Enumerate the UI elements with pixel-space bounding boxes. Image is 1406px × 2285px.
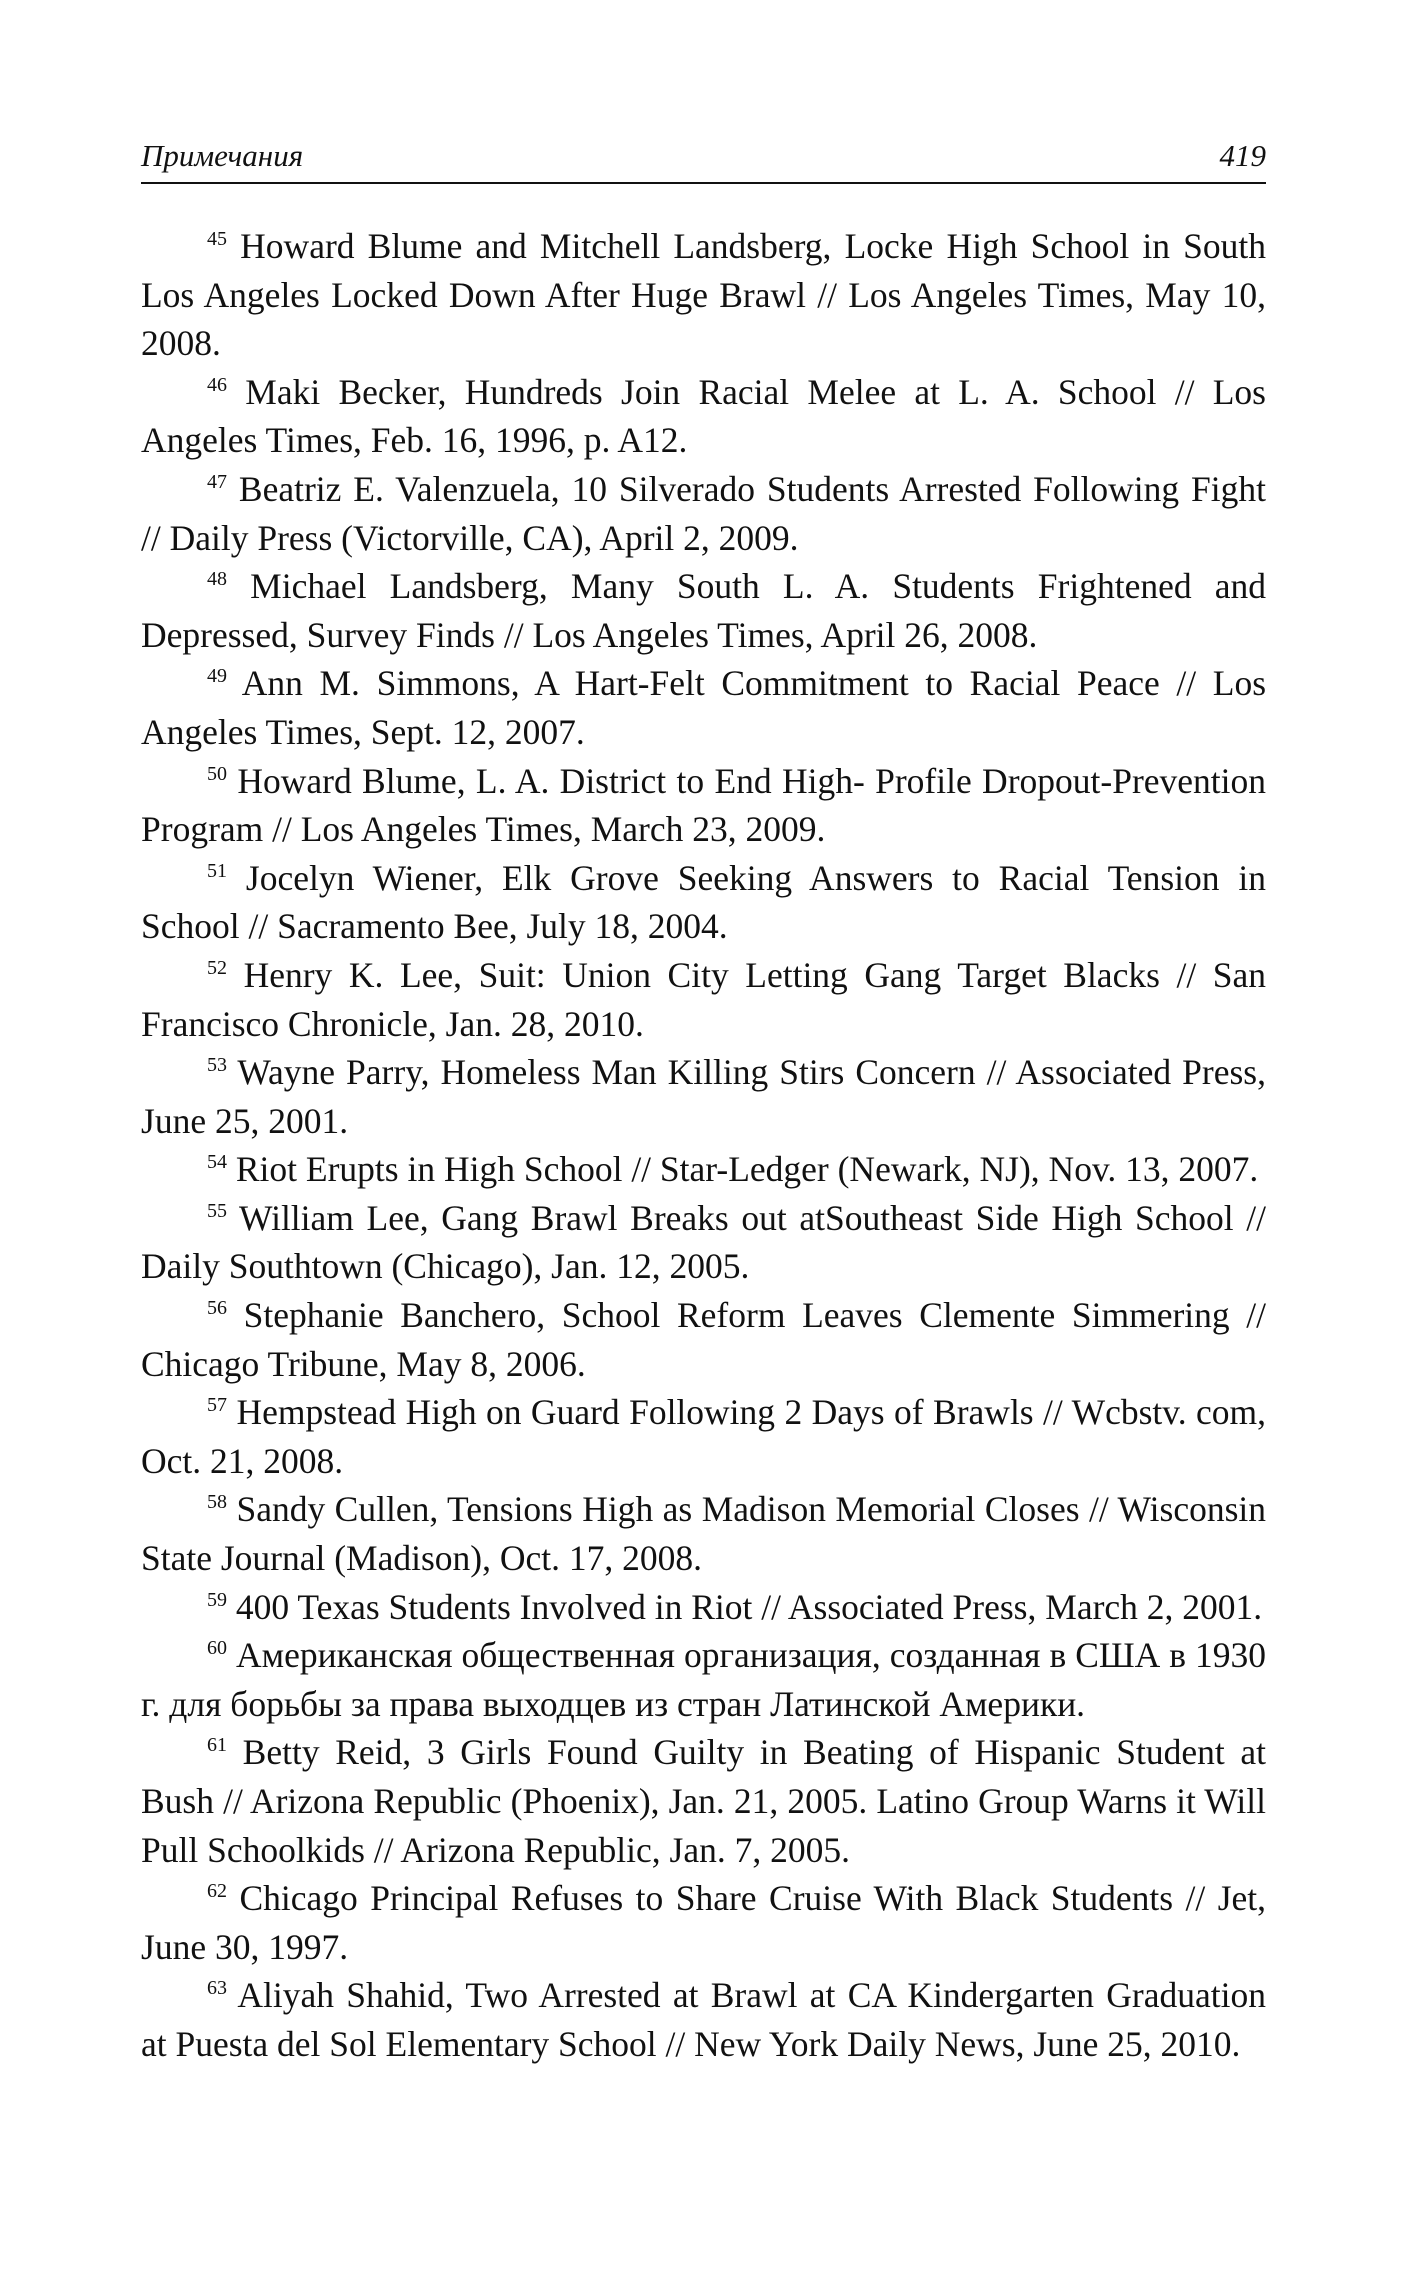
endnote [141,1583,1266,1632]
endnote-text: Michael Landsberg, Many South L. A. Students Frightened and Depressed, Survey Finds // Los Angeles Times, April 26, 2008. [141,566,1267,655]
endnote-number: 62 [207,1880,227,1903]
endnote-text: Hempstead High on Guard Following 2 Days of Brawls // Wcbstv. com, Oct. 21, 2008. [141,1392,1267,1481]
endnotes-list [141,222,1266,2069]
endnote-number: 49 [207,665,227,688]
endnote [141,562,1266,659]
endnote-number: 52 [207,956,227,979]
endnote-number: 46 [207,373,227,396]
endnote [141,951,1266,1048]
endnote [141,1728,1266,1874]
endnote-text: Wayne Parry, Homeless Man Killing Stirs Concern // Associated Press, June 25, 2001. [141,1052,1266,1141]
endnote-number: 57 [207,1394,227,1417]
endnote [141,368,1266,465]
endnote [141,1145,1266,1194]
endnote-text: Stephanie Banchero, School Reform Leaves Clemente Simmering // Chicago Tribune, May 8, 2006. [141,1295,1266,1384]
endnote-number: 55 [207,1199,227,1222]
endnote-text: Howard Blume and Mitchell Landsberg, Locke High School in South Los Angeles Locked Down After Huge Brawl // Los Angeles Times, May 10, 2008. [141,226,1267,364]
endnote-text: Maki Becker, Hundreds Join Racial Melee at L. A. School // Los Angeles Times, Feb. 16, 1996, p. A12. [141,371,1266,461]
endnote [141,1485,1266,1582]
endnote-text: Sandy Cullen, Tensions High as Madison Memorial Closes // Wisconsin State Journal (Madison), Oct. 17, 2008. [141,1489,1267,1579]
endnote [141,465,1266,562]
page-number: 419 [1219,138,1266,173]
endnote-number: 58 [207,1491,227,1514]
endnote-text: Ann M. Simmons, A Hart-Felt Commitment to Racial Peace // Los Angeles Times, Sept. 12, 2007. [141,663,1267,752]
endnote-number: 47 [207,470,227,493]
endnote-text: Jocelyn Wiener, Elk Grove Seeking Answers to Racial Tension in School // Sacramento Bee, July 18, 2004. [141,857,1266,947]
endnote [141,1874,1266,1971]
endnote [141,222,1266,368]
endnote-text: Aliyah Shahid, Two Arrested at Brawl at CA Kindergarten Graduation at Puesta del Sol Elementary School // New York Daily News, June 25, 2010. [141,1975,1266,2064]
endnote-number: 51 [207,859,227,882]
endnote [141,1388,1266,1485]
endnote [141,854,1266,951]
endnote-text: Howard Blume, L. A. District to End High- Profile Dropout-Prevention Program // Los Angeles Times, March 23, 2009. [141,760,1267,850]
endnote [141,1631,1266,1728]
endnote-text: Beatriz E. Valenzuela, 10 Silverado Students Arrested Following Fight // Daily Press (Victorville, CA), April 2, 2009. [141,468,1266,558]
running-header [141,136,1266,184]
endnote [141,757,1266,854]
endnote-text: Chicago Principal Refuses to Share Cruise With Black Students // Jet, June 30, 1997. [141,1878,1266,1967]
endnote-text: Американская общественная организация, созданная в США в 1930 г. для борьбы за права выходцев из стран Латинской Америки. [141,1635,1267,1724]
endnote-text: Riot Erupts in High School // Star-Ledger (Newark, NJ), Nov. 13, 2007. [235,1149,1259,1190]
endnote-number: 48 [207,568,227,591]
endnote-text: 400 Texas Students Involved in Riot // Associated Press, March 2, 2001. [235,1586,1263,1627]
endnote-text: Henry K. Lee, Suit: Union City Letting Gang Target Blacks // San Francisco Chronicle, Jan. 28, 2010. [141,954,1267,1044]
endnote-text: Betty Reid, 3 Girls Found Guilty in Beating of Hispanic Student at Bush // Arizona Republic (Phoenix), Jan. 21, 2005. Latino Group Warns it Will Pull Schoolkids // Arizona Republic, Jan. 7, 2005. [141,1732,1266,1870]
endnote-number: 53 [207,1054,227,1077]
endnote [141,1048,1266,1145]
endnote-number: 61 [207,1734,227,1757]
endnote-text: William Lee, Gang Brawl Breaks out atSoutheast Side High School // Daily Southtown (Chicago), Jan. 12, 2005. [141,1197,1266,1287]
endnote [141,1291,1266,1388]
endnote [141,1971,1266,2068]
endnote-number: 59 [207,1588,227,1611]
endnote [141,1194,1266,1291]
endnote-number: 56 [207,1297,227,1320]
endnote-number: 54 [207,1151,227,1174]
endnote-number: 50 [207,762,227,785]
endnote-number: 60 [207,1637,227,1660]
running-header-title: Примечания [141,138,304,173]
endnote [141,659,1266,756]
endnote-number: 63 [207,1977,227,2000]
endnote-number: 45 [207,228,227,250]
